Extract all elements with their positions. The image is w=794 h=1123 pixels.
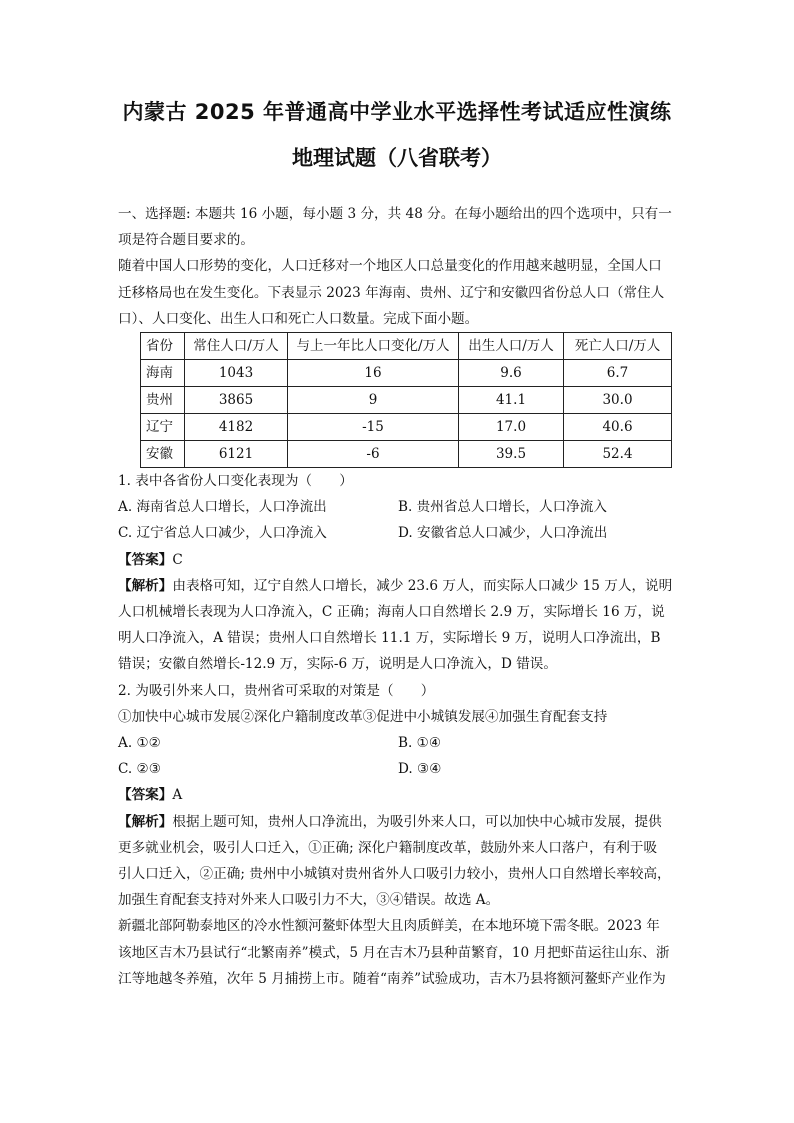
section-instruction-line: 一、选择题: 本题共 16 小题，每小题 3 分，共 48 分。在每小题给出的四个选项中，只有一 (118, 206, 672, 222)
option-d: D. ③④ (398, 761, 442, 778)
table-cell: 41.1 (459, 387, 564, 414)
table-cell: 40.6 (564, 414, 672, 441)
table-header-cell: 死亡人口/万人 (564, 333, 672, 360)
table-header-cell: 出生人口/万人 (459, 333, 564, 360)
analysis-text: 由表格可知，辽宁自然人口增长，减少 23.6 万人，而实际人口减少 15 万人，说明 (172, 577, 673, 594)
table-cell: 贵州 (141, 387, 185, 414)
answer-value: C (172, 551, 183, 568)
option-row (118, 494, 678, 520)
table-cell: -6 (288, 441, 459, 468)
table-cell: 17.0 (459, 414, 564, 441)
table-row (141, 387, 672, 414)
table-cell: 海南 (141, 360, 185, 387)
option-b: B. ①④ (398, 735, 442, 752)
table-cell: 1043 (185, 360, 288, 387)
table-cell: 30.0 (564, 387, 672, 414)
table-cell: 52.4 (564, 441, 672, 468)
table-header-cell: 与上一年比人口变化/万人 (288, 333, 459, 360)
document-body (118, 201, 678, 992)
table-cell: 4182 (185, 414, 288, 441)
question-stem: 2. 为吸引外来人口，贵州省可采取的对策是（ ） (118, 682, 435, 699)
analysis-line (118, 809, 678, 835)
option-c: C. 辽宁省总人口减少，人口净流入 (118, 525, 327, 542)
option-row (118, 520, 678, 546)
table-cell: 9.6 (459, 360, 564, 387)
table-row (141, 441, 672, 468)
analysis-label: 【解析】 (118, 813, 173, 830)
passage-line: 迁移格局也在发生变化。下表显示 2023 年海南、贵州、辽宁和安徽四省份总人口（常住人 (118, 284, 665, 301)
analysis-line: 更多就业机会，吸引人口迁入，①正确; 深化户籍制度改革，鼓励外来人口落户，有利于吸 (118, 839, 658, 856)
table-cell: 9 (288, 387, 459, 414)
option-row (118, 756, 678, 782)
table-header-cell: 常住人口/万人 (185, 333, 288, 360)
table-cell: 辽宁 (141, 414, 185, 441)
table-cell: 6121 (185, 441, 288, 468)
passage-line: 口）、人口变化、出生人口和死亡人口数量。完成下面小题。 (118, 310, 479, 327)
analysis-line: 引人口迁入，②正确; 贵州中小城镇对贵州省外人口吸引力较小，贵州人口自然增长率较高， (118, 866, 671, 883)
page-subtitle: 地理试题（八省联考） (292, 146, 502, 170)
option-b: B. 贵州省总人口增长，人口净流入 (398, 499, 607, 516)
page-title: 内蒙古 2025 年普通高中学业水平选择性考试适应性演练 (122, 100, 672, 124)
table-header-row (141, 333, 672, 360)
analysis-text: 根据上题可知，贵州人口净流出，为吸引外来人口，可以加快中心城市发展，提供 (172, 813, 662, 830)
table-cell: 3865 (185, 387, 288, 414)
option-c: C. ②③ (118, 761, 161, 778)
answer-line (118, 782, 678, 808)
analysis-line: 加强生育配套支持对外来人口吸引力不大，③④错误。故选 A。 (118, 892, 500, 909)
question-stem: 1. 表中各省份人口变化表现为（ ） (118, 473, 353, 490)
passage-line: 江等地越冬养殖，次年 5 月捕捞上市。随着“南养”试验成功，吉木乃县将额河鳌虾产业作为 (118, 970, 666, 987)
table-cell: 39.5 (459, 441, 564, 468)
option-a: A. 海南省总人口增长，人口净流出 (118, 499, 327, 516)
question-choices: ①加快中心城市发展②深化户籍制度改革③促进中小城镇发展④加强生育配套支持 (118, 708, 608, 725)
table-row (141, 414, 672, 441)
option-a: A. ①② (118, 735, 161, 752)
answer-line (118, 547, 678, 573)
table-cell: -15 (288, 414, 459, 441)
table-row (141, 360, 672, 387)
analysis-line: 人口机械增长表现为人口净流入，C 正确；海南人口自然增长 2.9 万，实际增长 16 万，说 (118, 604, 665, 621)
answer-value: A (172, 787, 183, 804)
section-instruction-line: 项是符合题目要求的。 (118, 232, 254, 249)
analysis-label: 【解析】 (118, 577, 173, 594)
table-header-cell: 省份 (141, 333, 185, 360)
option-row (118, 730, 678, 756)
passage-line: 新疆北部阿勒泰地区的冷水性额河鳌虾体型大且肉质鲜美，在本地环境下需冬眠。2023 年 (118, 918, 660, 935)
population-table (140, 332, 672, 468)
option-d: D. 安徽省总人口减少，人口净流出 (398, 525, 608, 542)
analysis-line: 错误；安徽自然增长-12.9 万，实际-6 万，说明是人口净流入，D 错误。 (118, 656, 557, 673)
passage-line: 随着中国人口形势的变化，人口迁移对一个地区人口总量变化的作用越来越明显，全国人口 (118, 258, 662, 275)
analysis-line: 明人口净流入，A 错误；贵州人口自然增长 11.1 万，实际增长 9 万，说明人口净流出，B (118, 630, 661, 647)
table-cell: 6.7 (564, 360, 672, 387)
passage-line: 该地区吉木乃县试行“北繁南养”模式，5 月在吉木乃县种苗繁育，10 月把虾苗运往山东、浙 (118, 944, 670, 961)
table-cell: 安徽 (141, 441, 185, 468)
answer-label: 【答案】 (118, 787, 173, 804)
analysis-line (118, 573, 678, 599)
answer-label: 【答案】 (118, 551, 173, 568)
table-cell: 16 (288, 360, 459, 387)
